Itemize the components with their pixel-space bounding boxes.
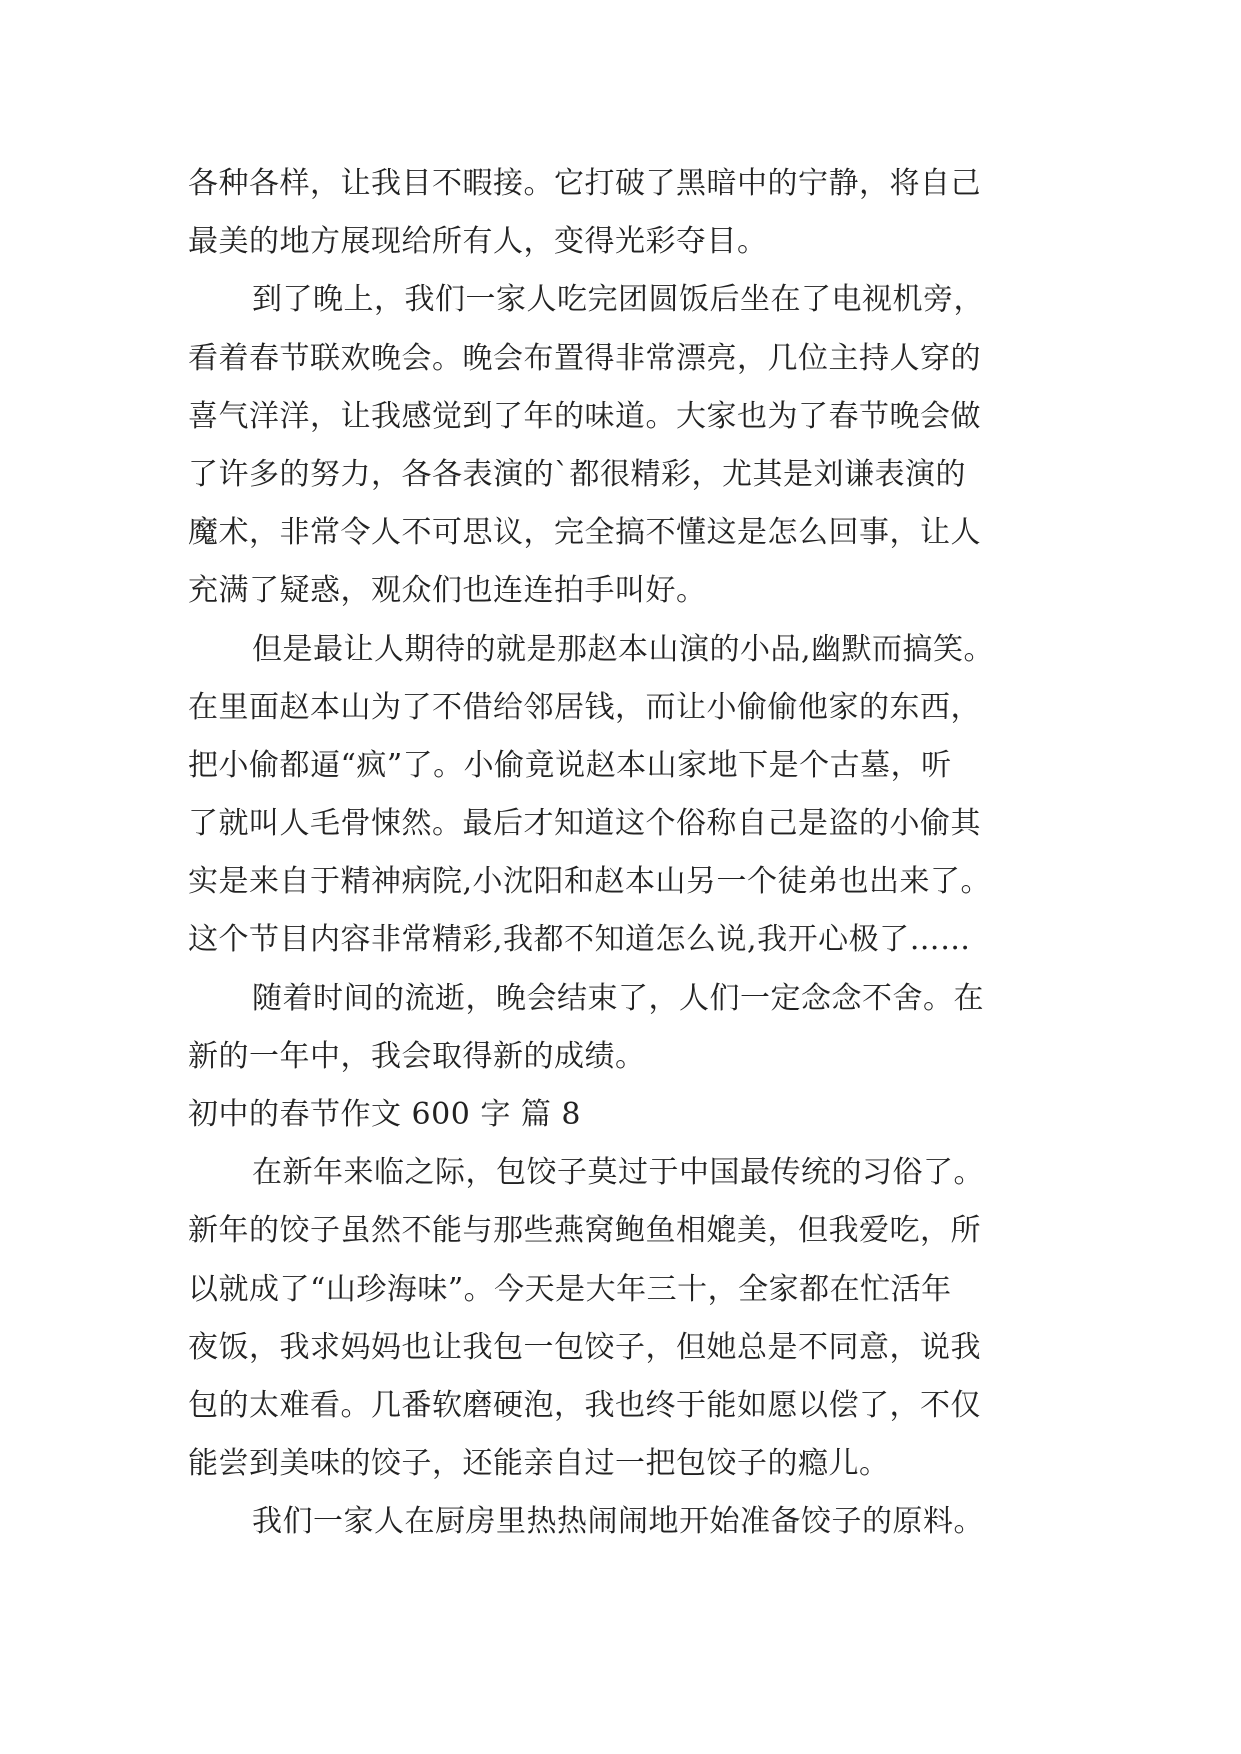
text-line: 看着春节联欢晚会。晚会布置得非常漂亮，几位主持人穿的 xyxy=(188,340,981,376)
text-line: 新年的饺子虽然不能与那些燕窝鲍鱼相媲美，但我爱吃，所 xyxy=(188,1213,981,1249)
text-line: 了许多的努力，各各表演的`都很精彩，尤其是刘谦表演的 xyxy=(188,456,966,492)
text-line: 包的太难看。几番软磨硬泡，我也终于能如愿以偿了，不仅 xyxy=(188,1387,981,1423)
text-line: 实是来自于精神病院,小沈阳和赵本山另一个徒弟也出来了。 xyxy=(188,864,992,900)
text-line: 以就成了“山珍海味”。今天是大年三十，全家都在忙活年 xyxy=(188,1271,952,1307)
paragraph-start-line: 但是最让人期待的就是那赵本山演的小品,幽默而搞笑。 xyxy=(252,631,995,667)
text-line: 了就叫人毛骨悚然。最后才知道这个俗称自己是盗的小偷其 xyxy=(188,806,981,842)
text-line: 各种各样，让我目不暇接。它打破了黑暗中的宁静，将自己 xyxy=(188,166,981,201)
text-line: 这个节目内容非常精彩,我都不知道怎么说,我开心极了…… xyxy=(188,922,971,958)
section-heading: 初中的春节作文 600 字 篇 8 xyxy=(188,1097,581,1132)
paragraph-start-line: 到了晚上，我们一家人吃完团圆饭后坐在了电视机旁， xyxy=(252,282,984,318)
text-line: 魔术，非常令人不可思议，完全搞不懂这是怎么回事，让人 xyxy=(188,515,981,551)
paragraph-start-line: 随着时间的流逝，晚会结束了，人们一定念念不舍。在 xyxy=(252,980,984,1016)
text-line: 能尝到美味的饺子，还能亲自过一把包饺子的瘾儿。 xyxy=(188,1446,890,1482)
text-line: 夜饭，我求妈妈也让我包一包饺子，但她总是不同意，说我 xyxy=(188,1329,981,1365)
text-line: 新的一年中，我会取得新的成绩。 xyxy=(188,1038,646,1074)
text-line: 把小偷都逼“疯”了。小偷竟说赵本山家地下是个古墓，听 xyxy=(188,747,952,783)
text-line: 最美的地方展现给所有人，变得光彩夺目。 xyxy=(188,224,768,260)
text-line: 喜气洋洋，让我感觉到了年的味道。大家也为了春节晚会做 xyxy=(188,398,981,434)
text-line: 在里面赵本山为了不借给邻居钱，而让小偷偷他家的东西， xyxy=(188,689,981,725)
paragraph-start-line: 我们一家人在厨房里热热闹闹地开始准备饺子的原料。 xyxy=(252,1504,984,1540)
paragraph-start-line: 在新年来临之际，包饺子莫过于中国最传统的习俗了。 xyxy=(252,1155,984,1191)
text-line: 充满了疑惑，观众们也连连拍手叫好。 xyxy=(188,573,707,609)
essay-body xyxy=(188,155,1068,1552)
